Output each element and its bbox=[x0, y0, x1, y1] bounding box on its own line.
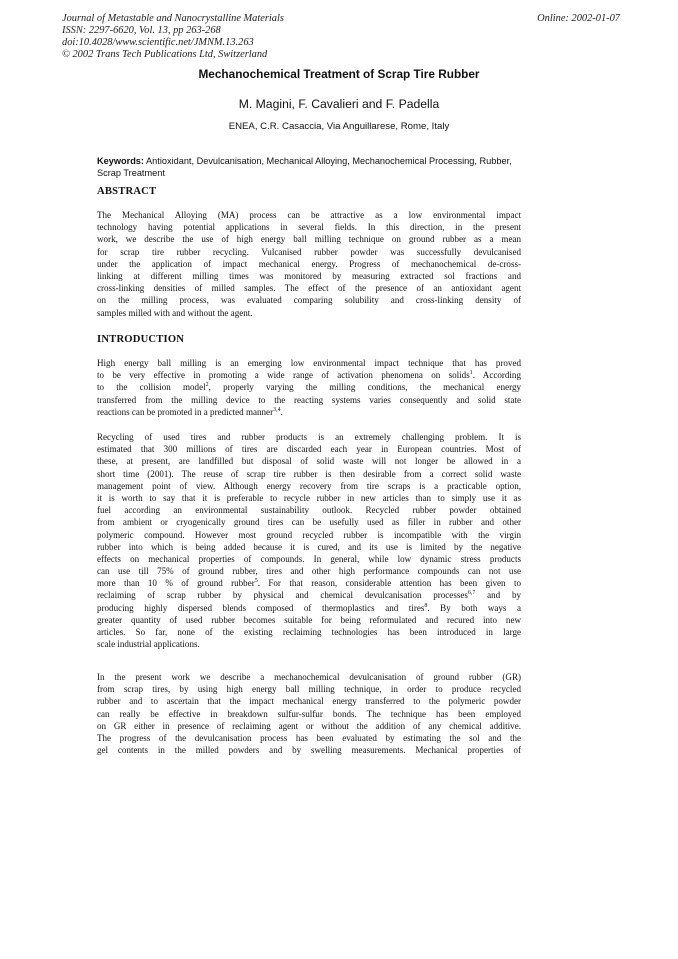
text-segment: to be very effective in promoting a wide range of activation phenomena on solids bbox=[97, 370, 470, 381]
text-segment: reactions can be promoted in a predicted manner bbox=[97, 406, 274, 417]
text-line: it is worth to say that it is preferable to recycle rubber in new articles than to simply use it as bbox=[97, 492, 521, 503]
text-line: under the application of impact mechanical energy. Progress of mechanochemical de-cross- bbox=[97, 258, 521, 269]
text-line: can use till 75% of ground rubber, tires and other high performance compounds can not use bbox=[97, 566, 521, 577]
text-line bbox=[97, 381, 521, 393]
intro-paragraph-3 bbox=[97, 671, 521, 756]
citation-ref: 5 bbox=[254, 578, 258, 585]
text-line bbox=[97, 369, 521, 381]
text-line: estimated that 300 millions of tires are discarded each year in European countries. Most of bbox=[97, 444, 521, 455]
online-date: Online: 2002-01-07 bbox=[537, 13, 620, 24]
text-line: from scrap tires, by using high energy ball milling technique, in order to produce recycled bbox=[97, 684, 521, 695]
text-line: work, we describe the use of high energy ball milling technique on ground rubber as a mean bbox=[97, 234, 521, 245]
abstract-paragraph bbox=[97, 209, 521, 319]
text-line: High energy ball milling is an emerging low environmental impact technique that has proved bbox=[97, 358, 521, 368]
text-line: short time (2001). The reuse of scrap tire rubber is then desirable from a correct solid waste bbox=[97, 468, 521, 479]
text-segment: producing highly dispersed blends composed of thermoplastics and tires bbox=[97, 602, 425, 613]
text-segment: more than 10 % of ground rubber bbox=[97, 578, 255, 589]
paper-title: Mechanochemical Treatment of Scrap Tire Rubber bbox=[198, 67, 480, 81]
introduction-heading: INTRODUCTION bbox=[97, 334, 185, 345]
journal-copyright: © 2002 Trans Tech Publications Ltd, Switzerland bbox=[62, 49, 268, 60]
text-line: on GR either in presence of reclaiming agent or without the addition of any chemical additive. bbox=[97, 720, 521, 731]
text-segment: . According bbox=[472, 370, 521, 381]
text-line bbox=[97, 577, 521, 589]
text-line: can really be effective in breakdown sulfur-sulfur bonds. The technique has been employed bbox=[97, 708, 521, 719]
citation-ref: 1 bbox=[469, 370, 473, 377]
text-line: rubber and to ascertain that the impact mechanical energy transferred to the polymeric powder bbox=[97, 696, 521, 707]
paper-affiliation: ENEA, C.R. Casaccia, Via Anguillarese, Rome, Italy bbox=[228, 121, 450, 132]
journal-issn: ISSN: 2297-6620, Vol. 13, pp 263-268 bbox=[62, 25, 221, 36]
citation-ref: 8 bbox=[424, 602, 428, 609]
text-line: technology having potential applications in several fields. In this direction, in the present bbox=[97, 222, 521, 233]
text-line: articles. So far, none of the existing reclaiming technologies has been introduced in large bbox=[97, 627, 521, 637]
text-segment: reclaiming of scrap rubber by physical and chemical devulcanisation processes bbox=[97, 590, 468, 601]
text-line: scale industrial applications. bbox=[97, 639, 200, 650]
text-line: The progress of the devulcanisation process has been evaluated by estimating the sol and the bbox=[97, 732, 521, 743]
text-line: greater quantity of used rubber becomes suitable for being reformulated and recured into new bbox=[97, 614, 521, 625]
text-line: management point of view. Although energy recovery from tire scraps is a practicable option, bbox=[97, 480, 521, 491]
intro-paragraph-1 bbox=[97, 357, 521, 418]
text-segment: to the collision model bbox=[97, 382, 206, 393]
text-segment: , properly varying the milling conditions, the mechanical energy bbox=[208, 382, 521, 393]
text-line: for scrap tire rubber recycling. Vulcanised rubber powder was successfully devulcanised bbox=[97, 246, 521, 257]
text-line: The Mechanical Alloying (MA) process can be attractive as a low environmental impact bbox=[97, 210, 521, 220]
text-line: these, at present, are landfilled but disposal of solid waste will not longer be allowed in a bbox=[97, 456, 521, 467]
text-segment: . bbox=[280, 406, 283, 417]
text-line: In the present work we describe a mechanochemical devulcanisation of ground rubber (GR) bbox=[97, 672, 521, 682]
text-line bbox=[97, 589, 521, 601]
keywords bbox=[97, 155, 527, 179]
keywords-label: Keywords: bbox=[97, 156, 144, 166]
text-line: on the milling process, was evaluated comparing solubility and cross-linking density of bbox=[97, 295, 521, 306]
citation-ref: 6,7 bbox=[467, 590, 476, 597]
journal-doi: doi:10.4028/www.scientific.net/JMNM.13.263 bbox=[62, 37, 254, 48]
text-line bbox=[97, 406, 521, 418]
text-line: rubber into which is being added because it is cured, and its use is limited by the negative bbox=[97, 541, 521, 552]
text-line: samples milled with and without the agent. bbox=[97, 307, 253, 318]
text-line: effects on mechanical properties of compounds. In general, while low dynamic stress products bbox=[97, 553, 521, 564]
citation-ref: 3,4 bbox=[273, 406, 281, 413]
text-segment: and by bbox=[475, 590, 521, 601]
text-line: Recycling of used tires and rubber products is an extremely challenging problem. It is bbox=[97, 432, 521, 442]
intro-paragraph-2 bbox=[97, 431, 521, 650]
text-line: transferred from the milling device to the reacting systems varies consequently and solid state bbox=[97, 394, 521, 405]
text-segment: . By both ways a bbox=[427, 602, 521, 613]
text-line: gel contents in the milled powders and by swelling measurements. Mechanical properties of bbox=[97, 745, 521, 756]
abstract-heading: ABSTRACT bbox=[97, 186, 157, 197]
journal-name: Journal of Metastable and Nanocrystalline Materials bbox=[62, 13, 284, 24]
paper-authors: M. Magini, F. Cavalieri and F. Padella bbox=[238, 97, 440, 111]
text-line: fuel according an environmental sustainability outlook. Recycled rubber powder obtained bbox=[97, 505, 521, 516]
text-line: from ambient or cryogenically ground tires can be usefully used as filler in rubber and other bbox=[97, 517, 521, 528]
text-line: linking at different milling times was monitored by measuring extracted sol fractions and bbox=[97, 270, 521, 281]
text-line: cross-linking densities of milled samples. The effect of the presence of an antioxidant agent bbox=[97, 283, 521, 294]
text-line bbox=[97, 602, 521, 614]
citation-ref: 2 bbox=[205, 382, 209, 389]
keywords-text: Antioxidant, Devulcanisation, Mechanical Alloying, Mechanochemical Processing, Rubber, Scrap Treatment bbox=[97, 156, 512, 178]
text-line: polymeric compound. However most ground recycled rubber is incompatible with the virgin bbox=[97, 529, 521, 540]
text-segment: . For that reason, considerable attention has been given to bbox=[257, 578, 521, 589]
journal-header bbox=[62, 13, 402, 61]
